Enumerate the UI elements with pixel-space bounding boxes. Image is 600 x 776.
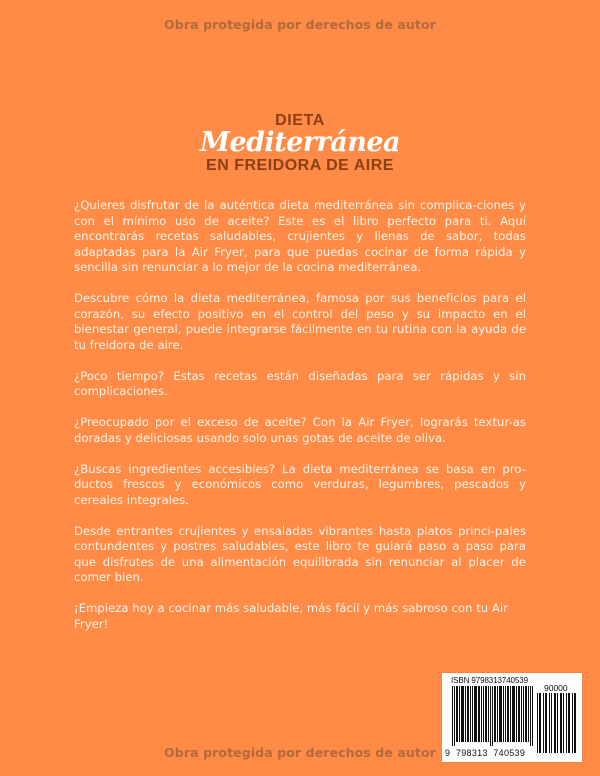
- title-dieta: DIETA: [275, 112, 325, 129]
- book-title: [0, 112, 600, 175]
- paragraph-oil: ¿Preocupado por el exceso de aceite? Con la Air Fryer, lograrás textur-as doradas y deliciosas usando solo unas gotas de aceite de oliva.: [74, 415, 526, 445]
- paragraph-call-to-action: ¡Empieza hoy a cocinar más saludable, más fácil y más sabroso con tu Air Fryer!: [74, 601, 508, 631]
- title-mediterranea: Mediterránea: [199, 127, 401, 158]
- price-code-label: 90000: [544, 683, 568, 693]
- isbn-label: ISBN 9798313740539: [451, 676, 528, 685]
- title-subtitle: EN FREIDORA DE AIRE: [206, 157, 394, 174]
- barcode-digits: 9 798313 740539: [445, 748, 526, 758]
- paragraph-recipes: Desde entrantes crujientes y ensaladas vibrantes hasta platos princi-pales contundentes y postres saludables, este libro te guiará paso a paso para que disfrutes de una alimentación equilibrada sin renunciar al placer de comer bien.: [74, 523, 526, 584]
- barcode-addon-bars-icon: [537, 693, 577, 753]
- copyright-watermark-top: Obra protegida por derechos de autor: [164, 17, 436, 32]
- paragraph-ingredients: ¿Buscas ingredientes accesibles? La dieta mediterránea se basa en pro-ductos frescos y económicos como verduras, legumbres, pescados y cereales integrales.: [74, 461, 526, 507]
- barcode-bars-icon: [452, 686, 534, 746]
- paragraph-time: ¿Poco tiempo? Estas recetas están diseñadas para ser rápidas y sin complicaciones.: [74, 368, 526, 398]
- copyright-watermark-bottom: Obra protegida por derechos de autor: [164, 745, 436, 760]
- paragraph-benefits: Descubre cómo la dieta mediterránea, famosa por sus beneficios para el corazón, su efecto positivo en el control del peso y su impacto en el bienestar general, puede integrarse fácilmente en tu rutina con la ayuda de tu freidora de aire.: [74, 291, 526, 352]
- back-cover-description: [74, 198, 526, 648]
- paragraph-intro: ¿Quieres disfrutar de la auténtica dieta mediterránea sin complica-ciones y con el mínimo uso de aceite? Este es el libro perfecto para ti. Aquí encontrarás recetas saludables, crujientes y llenas de sabor, todas adaptadas para la Air Fryer, para que puedas cocinar de forma rápida y sencilla sin renunciar a lo mejor de la cocina mediterránea.: [74, 198, 526, 274]
